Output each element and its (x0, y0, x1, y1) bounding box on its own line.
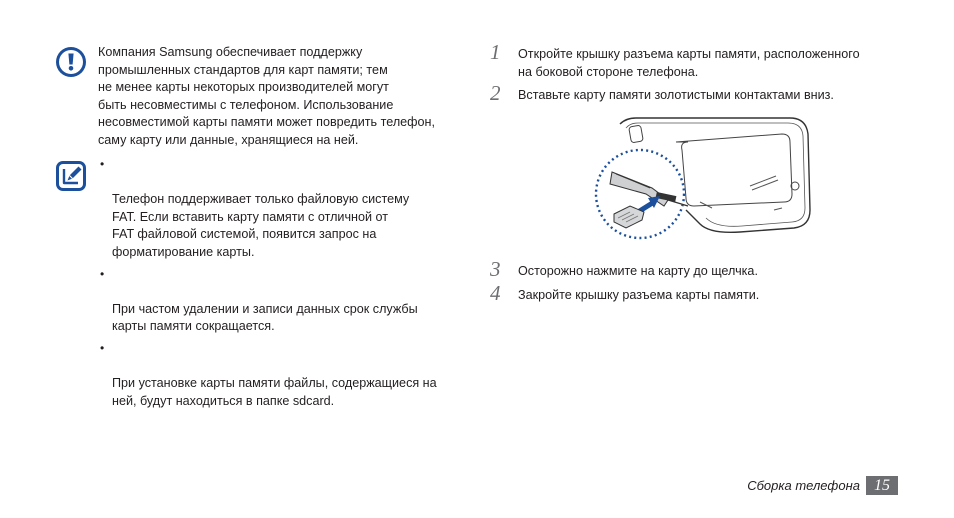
page-number: 15 (866, 476, 898, 495)
warning-block (98, 44, 464, 150)
bullet: • (100, 340, 105, 355)
note-item (98, 156, 464, 262)
bullet: • (100, 157, 105, 171)
memory-card-insertion-illustration (590, 114, 814, 250)
step-number: 4 (490, 281, 501, 305)
note-pencil-icon (55, 160, 87, 192)
step-number: 2 (490, 81, 501, 105)
note-item (98, 266, 464, 336)
step-text: Откройте крышку разъема карты памяти, расположенного на боковой стороне телефона. (518, 47, 860, 79)
note-text: При установке карты памяти файлы, содержащиеся на ней, будут находиться в папке sdcard. (112, 376, 437, 408)
note-text: Телефон поддерживает только файловую систему FAT. Если вставить карту памяти с отличной от FAT файловой системой, появится запрос на форматирование карты. (112, 192, 410, 259)
notes-list (98, 156, 464, 410)
step-text: Осторожно нажмите на карту до щелчка. (518, 264, 758, 278)
bullet: • (100, 266, 105, 281)
step-number: 3 (490, 257, 501, 281)
footer-section-title: Сборка телефона (747, 478, 860, 493)
notes-block (98, 156, 464, 414)
note-text: При частом удалении и записи данных срок службы карты памяти сокращается. (112, 301, 418, 334)
step-text: Вставьте карту памяти золотистыми контактами вниз. (518, 88, 834, 102)
step-text: Закройте крышку разъема карты памяти. (518, 288, 760, 302)
exclamation-warning-icon (55, 46, 87, 78)
warning-text: Компания Samsung обеспечивает поддержку промышленных стандартов для карт памяти; тем не менее карты некоторых производителей могут быть несовместимы с телефоном. Использование несовместимой карты памяти может повредить телефон, саму карту или данные, хранящиеся на ней. (98, 45, 435, 147)
note-item (98, 340, 464, 410)
step-number: 1 (490, 40, 501, 64)
